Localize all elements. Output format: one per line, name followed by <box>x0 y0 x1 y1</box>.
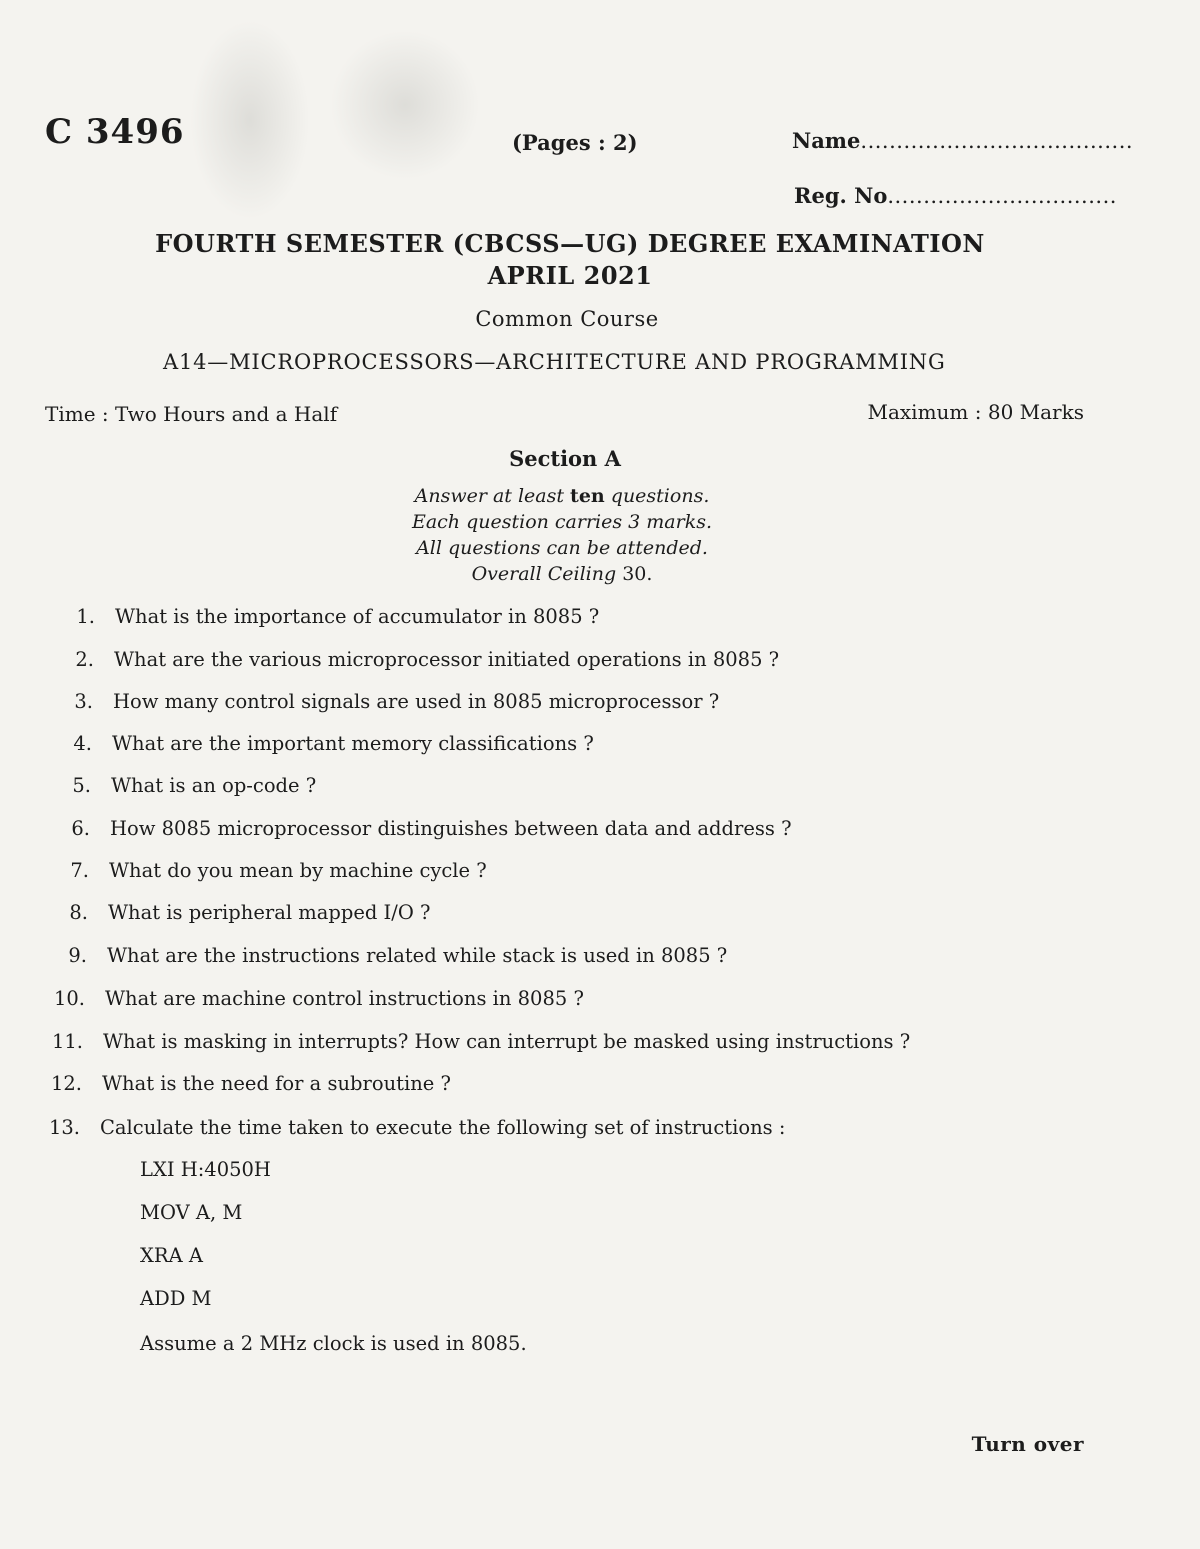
instruction-bold: ten <box>570 485 605 507</box>
assumption-note: Assume a 2 MHz clock is used in 8085. <box>140 1332 527 1355</box>
question-number: 12. <box>50 1072 82 1095</box>
question-text: What are machine control instructions in 8085 ? <box>105 987 584 1010</box>
exam-title: FOURTH SEMESTER (CBCSS—UG) DEGREE EXAMINATION <box>155 229 985 258</box>
question-text: What is peripheral mapped I/O ? <box>108 901 431 924</box>
question-number: 3. <box>74 690 93 713</box>
scan-smudge <box>330 30 480 180</box>
instruction-text: Overall Ceiling <box>471 563 617 585</box>
question-text: What is the need for a subroutine ? <box>102 1072 451 1095</box>
instruction-line <box>0 563 1124 585</box>
question-text: What is an op-code ? <box>111 774 317 797</box>
question-number: 8. <box>69 901 88 924</box>
page-count: (Pages : 2) <box>512 130 638 155</box>
code-line: MOV A, M <box>140 1201 243 1224</box>
code-line: XRA A <box>140 1244 203 1267</box>
instruction-line: Each question carries 3 marks. <box>411 511 713 533</box>
question-number: 13. <box>48 1116 80 1139</box>
scan-smudge <box>190 20 310 220</box>
name-dots: ...................................... <box>860 129 1134 153</box>
question-number: 10. <box>53 987 85 1010</box>
question-text: How many control signals are used in 8085 microprocessor ? <box>113 690 720 713</box>
section-heading: Section A <box>509 446 621 471</box>
question-text: What is masking in interrupts? How can interrupt be masked using instructions ? <box>103 1030 911 1053</box>
question-text: What are the important memory classifications ? <box>112 732 594 755</box>
question-number: 5. <box>72 774 91 797</box>
max-marks: Maximum : 80 Marks <box>867 400 1084 424</box>
question-number: 7. <box>70 859 89 882</box>
name-label: Name <box>792 128 861 153</box>
question-text: What are the various microprocessor initiated operations in 8085 ? <box>114 648 780 671</box>
question-text: Calculate the time taken to execute the following set of instructions : <box>100 1116 786 1139</box>
course-type: Common Course <box>475 307 659 331</box>
code-line: LXI H:4050H <box>140 1158 271 1181</box>
turn-over: Turn over <box>971 1432 1084 1456</box>
reg-label: Reg. No <box>794 183 888 208</box>
question-number: 6. <box>71 817 90 840</box>
instruction-text: Answer at least <box>414 485 564 507</box>
question-number: 11. <box>51 1030 83 1053</box>
exam-time: Time : Two Hours and a Half <box>45 402 338 426</box>
question-text: What are the instructions related while stack is used in 8085 ? <box>107 944 728 967</box>
instruction-line <box>0 485 1124 507</box>
paper-code: C 3496 <box>45 112 185 152</box>
question-text: How 8085 microprocessor distinguishes between data and address ? <box>110 817 792 840</box>
instruction-text: questions. <box>610 485 710 507</box>
reg-no-field <box>794 183 1117 208</box>
paper-name: A14—MICROPROCESSORS—ARCHITECTURE AND PROGRAMMING <box>163 350 946 374</box>
question-number: 1. <box>76 605 95 628</box>
question-number: 9. <box>68 944 87 967</box>
question-text: What is the importance of accumulator in 8085 ? <box>115 605 600 628</box>
question-text: What do you mean by machine cycle ? <box>109 859 487 882</box>
name-field <box>792 128 1133 153</box>
instruction-text: 30. <box>622 563 653 585</box>
instruction-line: All questions can be attended. <box>416 537 708 559</box>
exam-session: APRIL 2021 <box>487 261 653 290</box>
question-number: 2. <box>75 648 94 671</box>
question-number: 4. <box>73 732 92 755</box>
code-line: ADD M <box>140 1287 212 1310</box>
reg-dots: ................................ <box>887 184 1117 208</box>
